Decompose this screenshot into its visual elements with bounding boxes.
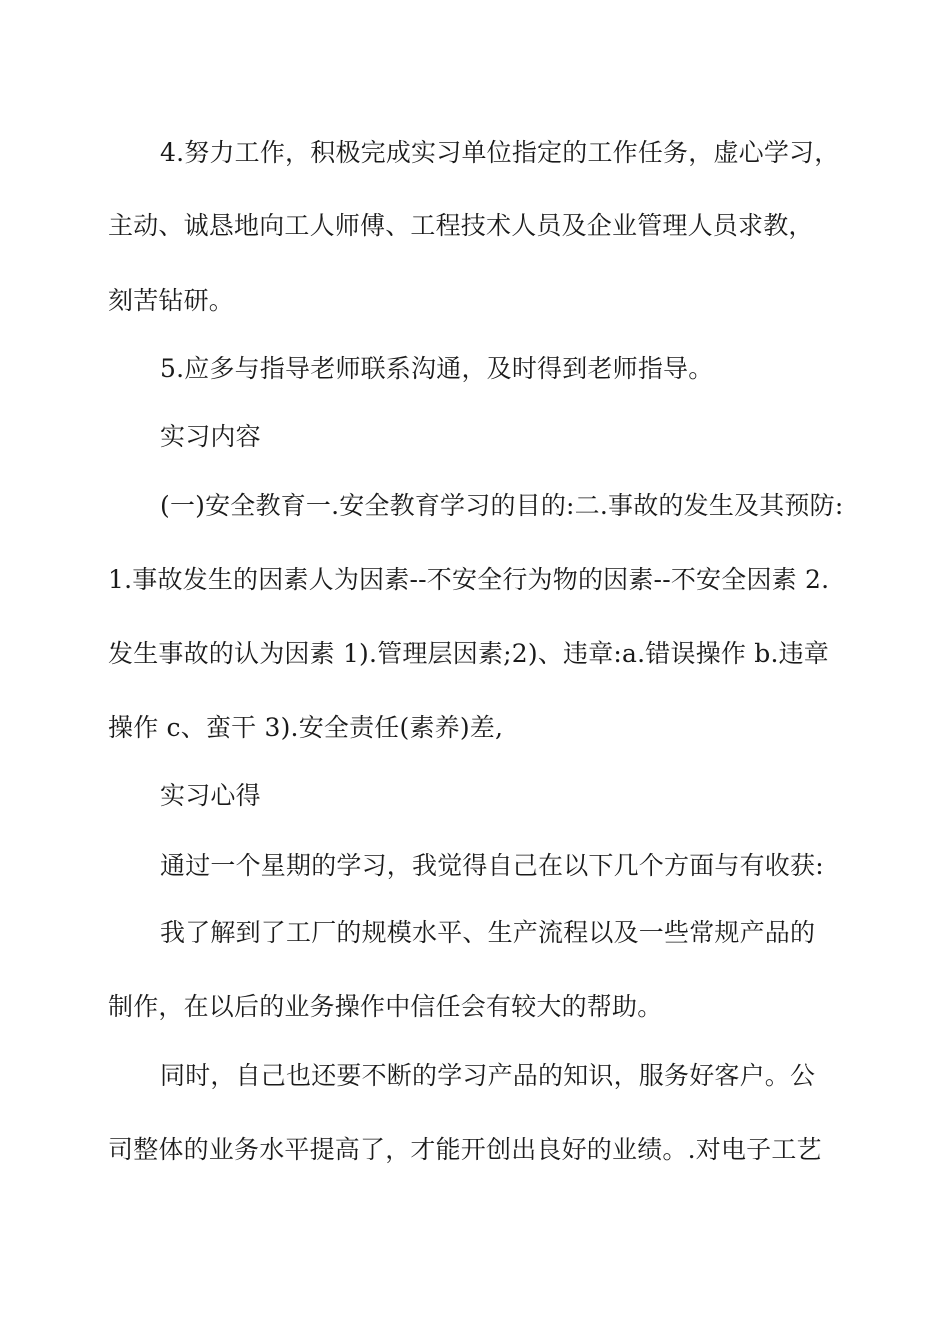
paragraph-line: 主动、诚恳地向工人师傅、工程技术人员及企业管理人员求教，	[108, 211, 814, 240]
paragraph-line: (一)安全教育一.安全教育学习的目的:二.事故的发生及其预防:	[160, 491, 844, 520]
paragraph-line: 5.应多与指导老师联系沟通，及时得到老师指导。	[160, 354, 714, 383]
paragraph-line: 同时，自己也还要不断的学习产品的知识，服务好客户。公	[160, 1061, 816, 1090]
paragraph-line: 司整体的业务水平提高了，才能开创出良好的业绩。.对电子工艺	[108, 1135, 822, 1164]
paragraph-line: 发生事故的认为因素 1).管理层因素;2)、违章:a.错误操作 b.违章	[108, 639, 830, 668]
paragraph-line: 制作，在以后的业务操作中信任会有较大的帮助。	[108, 992, 663, 1021]
paragraph-line: 刻苦钻研。	[108, 286, 235, 315]
paragraph-line: 1.事故发生的因素人为因素--不安全行为物的因素--不安全因素 2.	[108, 565, 830, 594]
section-heading: 实习内容	[160, 422, 261, 451]
paragraph-line: 我了解到了工厂的规模水平、生产流程以及一些常规产品的	[160, 918, 816, 947]
section-heading: 实习心得	[160, 781, 261, 810]
paragraph-line: 通过一个星期的学习，我觉得自己在以下几个方面与有收获:	[160, 851, 824, 880]
paragraph-line: 4.努力工作，积极完成实习单位指定的工作任务，虚心学习，	[160, 138, 840, 167]
paragraph-line: 操作 c、蛮干 3).安全责任(素养)差,	[108, 713, 504, 742]
